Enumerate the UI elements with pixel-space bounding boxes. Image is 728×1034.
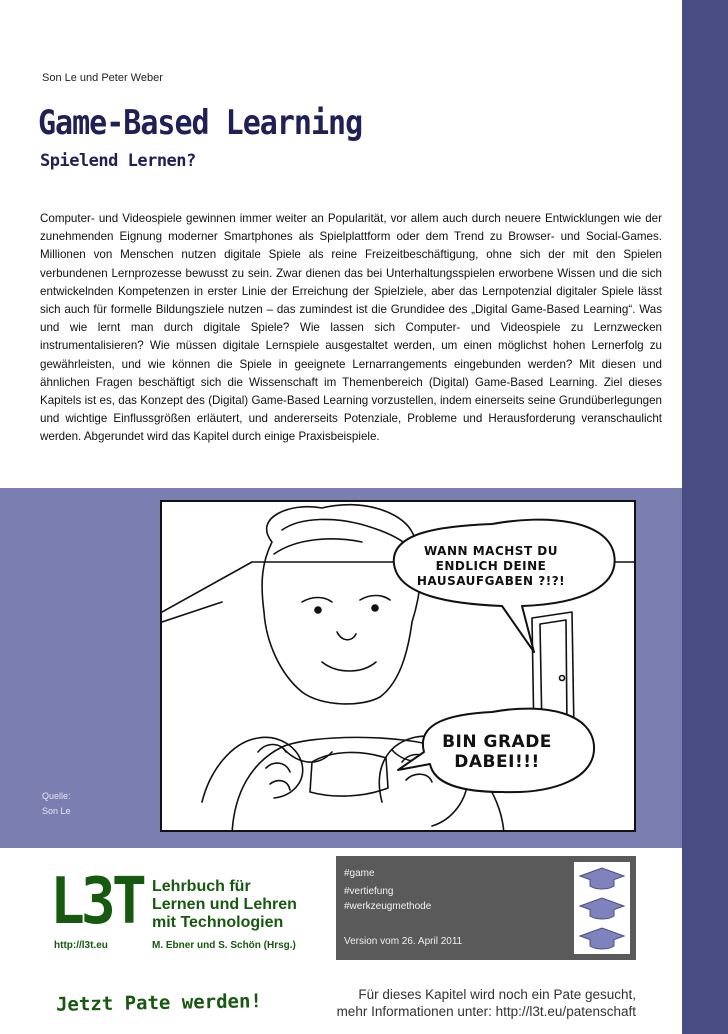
side-color-bar xyxy=(682,0,728,1034)
boy-head xyxy=(262,505,421,704)
abstract-paragraph: Computer- und Videospiele gewinnen immer weiter an Popularität, vor allem auch durch neuere Entwicklungen wie der zunehmenden Eignung moderner Smartphones als Spielplattform oder dem Trend zu Browser- und Social-Games. Millionen von Menschen nutzen digitale Spiele als reine Freizeitbeschäftigung, ohne sich der mit den Spielen verbundenen Lernprozesse bewusst zu sein. Zwar dienen das bei Unterhaltungsspielen erworbene Wissen und die sich entwickelnden Kompetenzen in erster Linie der Erreichung der Spielziele, aber das Lernpotenzial digitaler Spiele lässt sich auch für formelle Bildungsziele nutzen – das zumindest ist die Grundidee des „Digital Game-Based Learning“. Was und wie lernt man durch digitale Spiele? Wie lassen sich Computer- und Videospiele zu Lernzwecken instrumentalisieren? Wie müssen digitale Lernspiele ausgestaltet werden, um einen möglichst hohen Lernerfolg zu gewährleisten, und wie können die Spiele in geeignete Lernarrangements eingebunden werden? Mit diesen und ähnlichen Fragen beschäftigt sich die Wissenschaft im Themenbereich (Digital) Game-Based Learning. Ziel dieses Kapitels ist es, das Konzept des (Digital) Game-Based Learning vorzustellen, indem einerseits seine Grundüberlegungen und wichtige Einflussgrößen erläutert, und andererseits Potenziale, Probleme und Herausforderung veranschaulicht werden. Abgerundet wird das Kapitel durch einige Praxisbeispiele. xyxy=(40,212,662,444)
speech-text-bottom: BIN GRADE DABEI!!! xyxy=(442,732,552,772)
sponsor-note-line-1: Für dieses Kapitel wird noch ein Pate gesucht, xyxy=(358,987,636,1002)
authors: Son Le und Peter Weber xyxy=(42,72,163,84)
sponsor-note xyxy=(280,986,636,1020)
sponsor-note-line-2[interactable]: mehr Informationen unter: http://l3t.eu/patenschaft xyxy=(336,1004,636,1019)
chapter-subtitle: Spielend Lernen? xyxy=(40,151,196,171)
speech-text-top: WANN MACHST DU ENDLICH DEINE HAUSAUFGABEN ?!?! xyxy=(416,544,566,588)
tag-vertiefung: #vertiefung xyxy=(344,886,394,897)
image-source xyxy=(42,789,71,819)
tag-game: #game xyxy=(344,868,375,879)
graduation-cap-icon xyxy=(574,862,630,954)
chapter-title: Game-Based Learning xyxy=(38,104,363,144)
source-name: Son Le xyxy=(42,806,71,816)
logo-line-2: Lernen und Lehren xyxy=(152,896,297,913)
tag-werkzeugmethode: #werkzeugmethode xyxy=(344,901,432,912)
graduation-caps xyxy=(574,862,630,954)
l3t-logo-mark: L3T xyxy=(50,863,143,939)
logo-url[interactable]: http://l3t.eu xyxy=(54,940,108,951)
source-label: Quelle: xyxy=(42,791,71,801)
info-box xyxy=(336,856,636,960)
logo-line-1: Lehrbuch für xyxy=(152,878,251,895)
sponsor-call[interactable]: Jetzt Pate werden! xyxy=(55,990,263,1016)
comic-illustration xyxy=(160,500,636,832)
l3t-logo xyxy=(46,862,346,958)
left-hand xyxy=(202,737,303,802)
version-date: Version vom 26. April 2011 xyxy=(344,936,463,947)
logo-editors: M. Ebner und S. Schön (Hrsg.) xyxy=(152,940,296,951)
logo-line-3: mit Technologien xyxy=(152,914,284,931)
